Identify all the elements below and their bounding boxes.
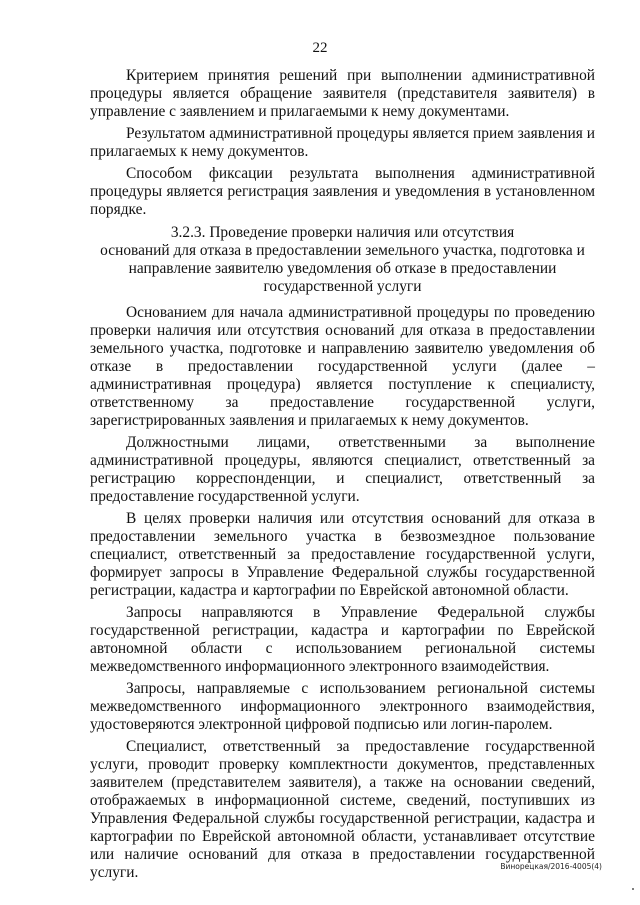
- section-heading-line: 3.2.3. Проведение проверки наличия или отсутствия: [170, 224, 515, 241]
- section-heading-line: направление заявителю уведомления об отказе в предоставлении: [128, 260, 557, 277]
- paragraph: Запросы, направляемые с использованием региональной системы межведомственного информационного электронного взаимодействия, удостоверяются электронной цифровой подписью или логин-паролем.: [90, 680, 595, 733]
- section-heading: [90, 224, 595, 296]
- section-heading-line: оснований для отказа в предоставлении земельного участка, подготовка и: [100, 242, 585, 259]
- section-heading-line: государственной услуги: [263, 278, 422, 295]
- paragraph: Критерием принятия решений при выполнении административной процедуры является обращение заявителя (представителя заявителя) в управление с заявлением и прилагаемыми к нему документами.: [90, 67, 595, 120]
- paragraph: В целях проверки наличия или отсутствия оснований для отказа в предоставлении земельного участка в безвозмездное пользование специалист, ответственный за предоставление государственной услуги, формирует запросы в Управление Федеральной службы государственной регистрации, кадастра и картографии по Еврейской автономной области.: [90, 510, 595, 599]
- intro-text: [90, 67, 595, 223]
- paragraph: Специалист, ответственный за предоставление государственной услуги, проводит проверку комплектности документов, представленных заявителем (представителем заявителя), а также на основании сведений, отображаемых в информационной системе, сведений, поступивших из Управления Федеральной службы государственной регистрации, кадастра и картографии по Еврейской автономной области, устанавливает отсутствие или наличие оснований для отказа в предоставлении государственной услуги.: [90, 738, 595, 881]
- main-text: [90, 304, 595, 886]
- paragraph: Способом фиксации результата выполнения административной процедуры является регистрация заявления и уведомления в установленном порядке.: [90, 165, 595, 218]
- paragraph: Должностными лицами, ответственными за выполнение административной процедуры, являются специалист, ответственный за регистрацию корреспонденции, и специалист, ответственный за предоставление государственной услуги.: [90, 434, 595, 505]
- paragraph: Запросы направляются в Управление Федеральной службы государственной регистрации, кадастра и картографии по Еврейской автономной области с использованием региональной системы межведомственного информационного электронного взаимодействия.: [90, 604, 595, 675]
- page-number: 22: [312, 40, 328, 56]
- document-footer-mark: Винорецкая/2016-4005(4): [500, 862, 602, 871]
- paragraph: Результатом административной процедуры является прием заявления и прилагаемых к нему документов.: [90, 125, 595, 160]
- paragraph: Основанием для начала административной процедуры по проведению проверки наличия или отсутствия оснований для отказа в предоставлении земельного участка, подготовке и направлению заявителю уведомления об отказе в предоставлении государственной услуги (далее – административная процедура) является поступление к специалисту, ответственному за предоставление государственной услуги, зарегистрированных заявления и прилагаемых к нему документов.: [90, 304, 595, 429]
- scan-artifact: [632, 888, 634, 890]
